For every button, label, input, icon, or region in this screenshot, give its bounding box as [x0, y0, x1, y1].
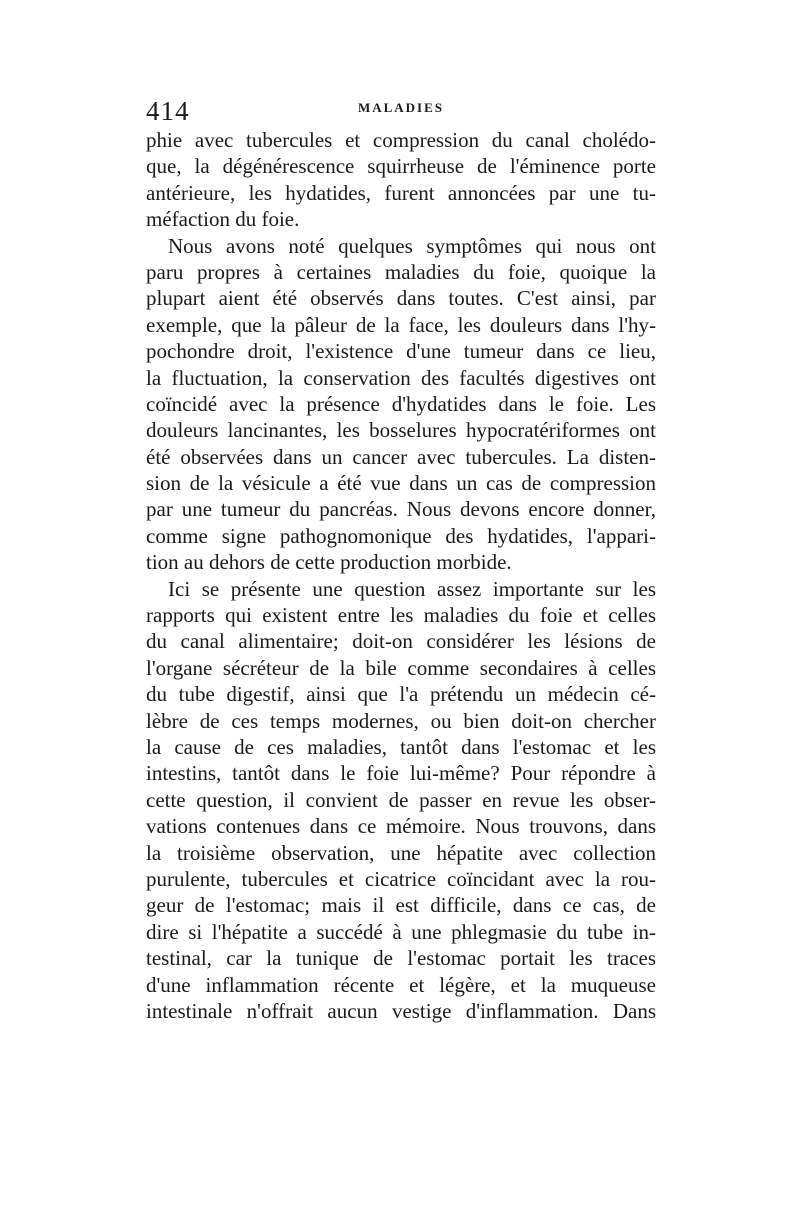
text-line: lèbre de ces temps modernes, ou bien doit-on chercher: [146, 708, 656, 733]
text-line: geur de l'estomac; mais il est difficile, dans ce cas, de: [146, 893, 656, 918]
text-line: rapports qui existent entre les maladies du foie et celles: [146, 603, 656, 628]
running-title: MALADIES: [357, 100, 445, 115]
text-line: la cause de ces maladies, tantôt dans l'estomac et les: [146, 734, 656, 759]
text-line: paru propres à certaines maladies du foie, quoique la: [146, 259, 656, 284]
text-line: intestins, tantôt dans le foie lui-même? Pour répondre à: [146, 761, 656, 786]
text-line: été observées dans un cancer avec tubercules. La disten-: [146, 444, 656, 469]
text-line: l'organe sécréteur de la bile comme secondaires à celles: [146, 655, 656, 680]
text-line: Nous avons noté quelques symptômes qui nous ont: [168, 233, 656, 258]
text-line: cette question, il convient de passer en revue les obser-: [146, 787, 656, 812]
text-line: méfaction du foie.: [146, 207, 300, 232]
text-line: sion de la vésicule a été vue dans un cas de compression: [146, 471, 656, 496]
text-line: comme signe pathognomonique des hydatides, l'appari-: [146, 523, 656, 548]
text-line: intestinale n'offrait aucun vestige d'inflammation. Dans: [146, 998, 656, 1023]
text-line: antérieure, les hydatides, furent annoncées par une tu-: [146, 180, 656, 205]
page-number: 414: [146, 96, 190, 126]
text-line: du canal alimentaire; doit-on considérer les lésions de: [146, 629, 656, 654]
text-line: dire si l'hépatite a succédé à une phlegmasie du tube in-: [146, 919, 656, 944]
text-line: d'une inflammation récente et légère, et la muqueuse: [146, 972, 656, 997]
text-line: la fluctuation, la conservation des facultés digestives ont: [146, 365, 656, 390]
text-line: pochondre droit, l'existence d'une tumeur dans ce lieu,: [146, 339, 656, 364]
text-line: phie avec tubercules et compression du canal cholédo-: [146, 128, 656, 152]
text-line: douleurs lancinantes, les bosselures hypocratériformes ont: [146, 418, 656, 443]
text-line: coïncidé avec la présence d'hydatides dans le foie. Les: [146, 391, 656, 416]
text-line: du tube digestif, ainsi que l'a prétendu un médecin cé-: [146, 682, 656, 707]
text-line: Ici se présente une question assez importante sur les: [168, 576, 656, 601]
text-line: vations contenues dans ce mémoire. Nous trouvons, dans: [146, 814, 656, 839]
running-head: [146, 94, 656, 128]
text-line: testinal, car la tunique de l'estomac portait les traces: [146, 946, 656, 971]
text-line: que, la dégénérescence squirrheuse de l'éminence porte: [146, 154, 656, 179]
body-text: [146, 127, 656, 1024]
text-line: par une tumeur du pancréas. Nous devons encore donner,: [146, 497, 656, 522]
text-line: exemple, que la pâleur de la face, les douleurs dans l'hy-: [146, 312, 656, 337]
text-line: la troisième observation, une hépatite avec collection: [146, 840, 656, 865]
text-line: plupart aient été observés dans toutes. C'est ainsi, par: [146, 286, 656, 311]
text-line: purulente, tubercules et cicatrice coïncidant avec la rou-: [146, 866, 656, 891]
text-line: tion au dehors de cette production morbide.: [146, 550, 512, 575]
